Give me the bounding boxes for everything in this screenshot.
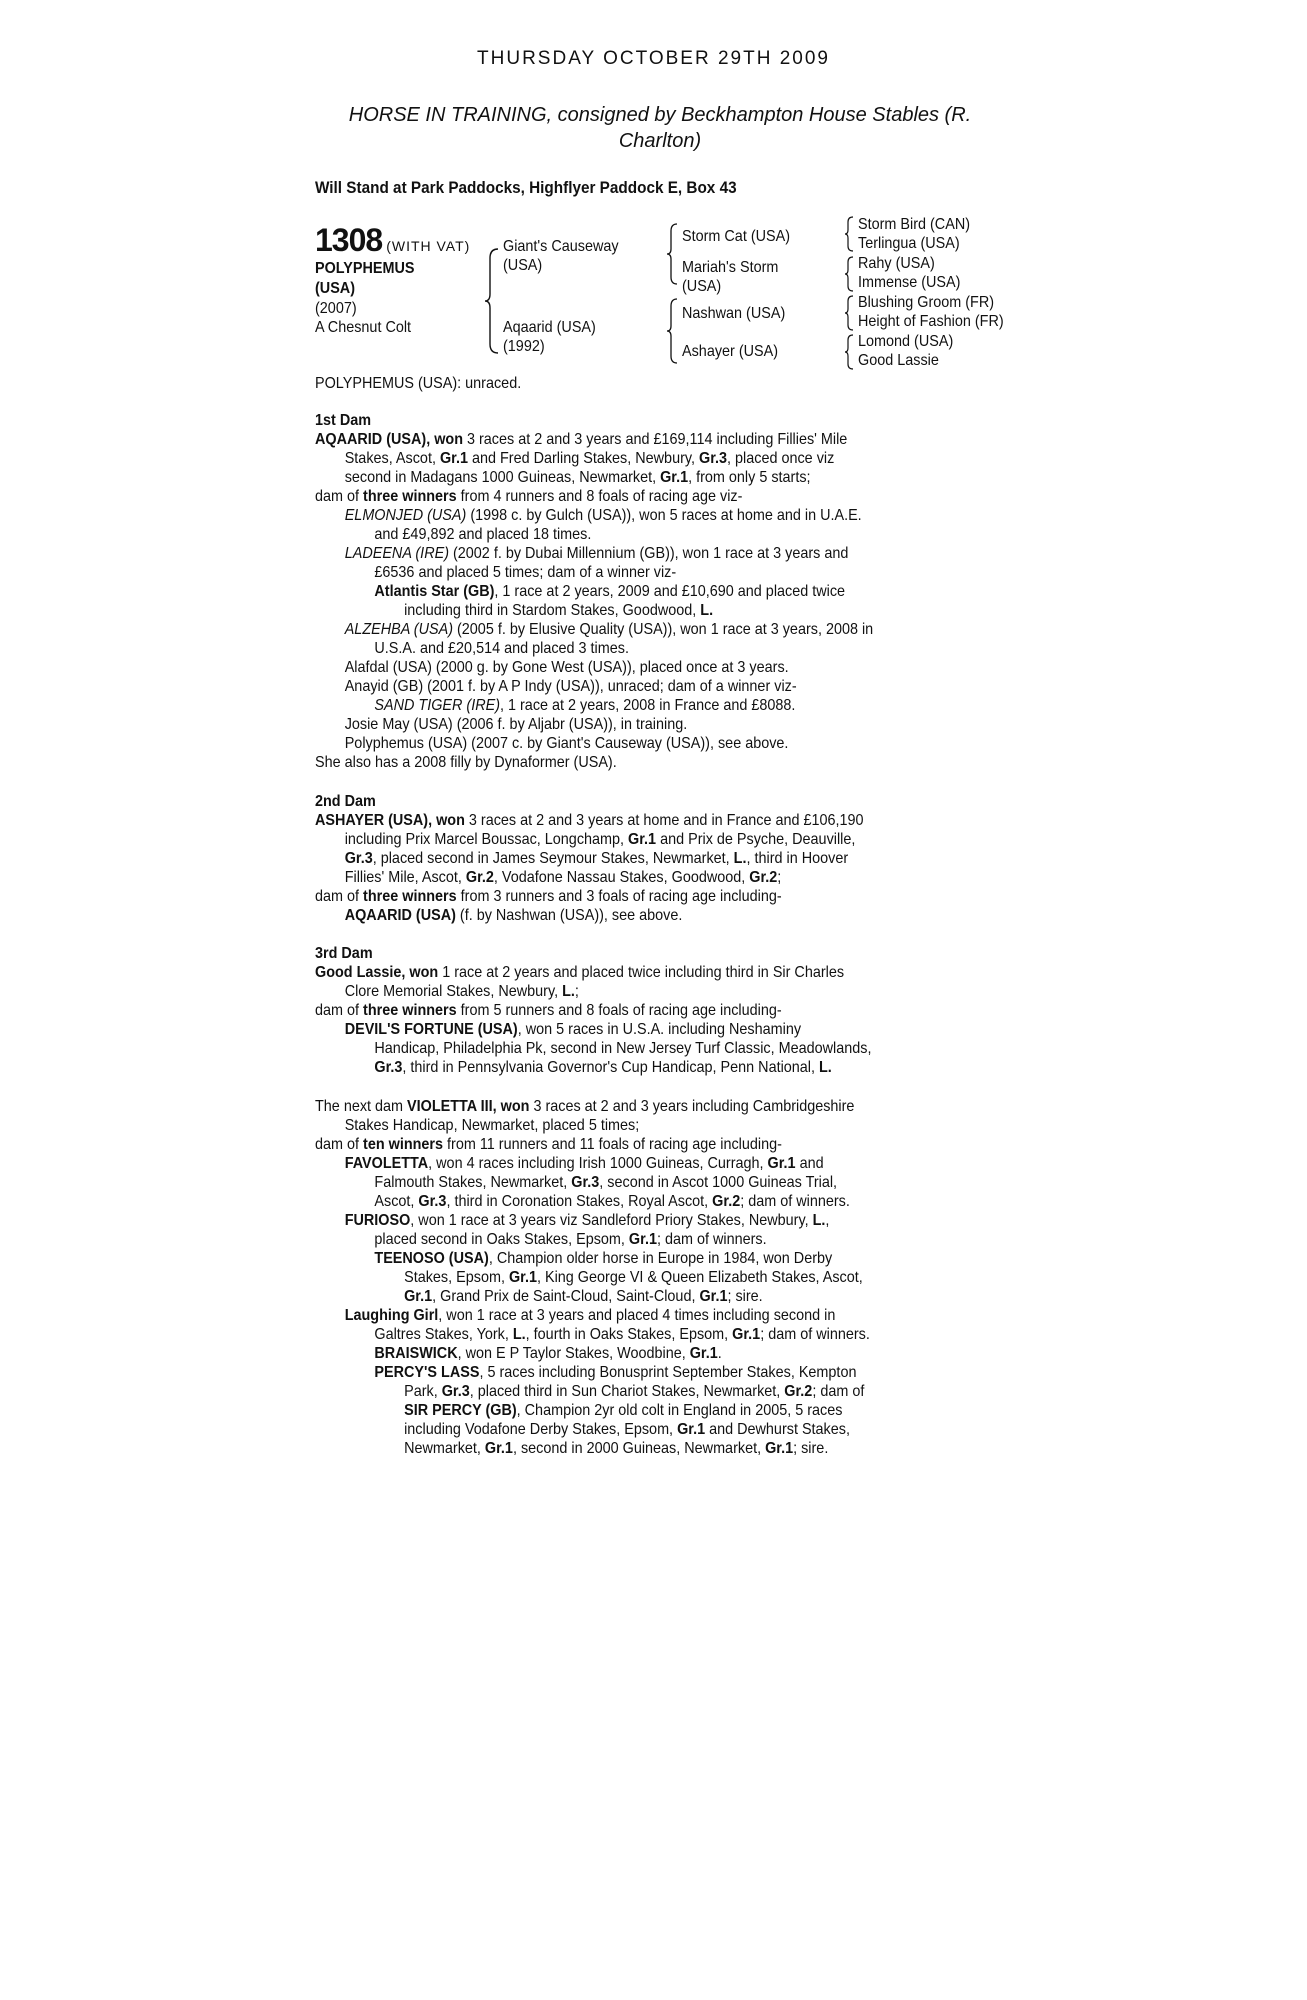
next-dam-line: Gr.1, Grand Prix de Saint-Cloud, Saint-Cloud, Gr.1; sire. xyxy=(404,1288,763,1305)
pedigree-sdd: Immense (USA) xyxy=(858,274,961,291)
third-dam-line: Handicap, Philadelphia Pk, second in New Jersey Turf Classic, Meadowlands, xyxy=(374,1040,872,1057)
next-dam-line: Laughing Girl, won 1 race at 3 years and placed 4 times including second in xyxy=(344,1307,836,1324)
pedigree-ssd: Terlingua (USA) xyxy=(858,235,960,252)
third-dam-line: Gr.3, third in Pennsylvania Governor's Cup Handicap, Penn National, L. xyxy=(374,1059,832,1076)
lot-number: 1308 xyxy=(315,222,383,258)
next-dam-line: Galtres Stakes, York, L., fourth in Oaks Stakes, Epsom, Gr.1; dam of winners. xyxy=(374,1326,870,1343)
dam-name: Aqaarid (USA) xyxy=(503,319,596,336)
stand-location: Will Stand at Park Paddocks, Highflyer Paddock E, Box 43 xyxy=(315,178,737,197)
third-dam-line: Good Lassie, won 1 race at 2 years and placed twice including third in Sir Charles xyxy=(315,964,845,981)
next-dam-line: FAVOLETTA, won 4 races including Irish 1000 Guineas, Curragh, Gr.1 and xyxy=(344,1155,824,1172)
pedigree-sss: Storm Bird (CAN) xyxy=(858,216,971,233)
produce-entry: SAND TIGER (IRE), 1 race at 2 years, 2008 in France and £8088. xyxy=(374,697,796,714)
pedigree-brace-main xyxy=(484,248,500,354)
pedigree-dds: Lomond (USA) xyxy=(858,333,954,350)
next-dam-line: The next dam VIOLETTA III, won 3 races at 2 and 3 years including Cambridgeshire xyxy=(315,1098,855,1115)
pedigree-dd: Ashayer (USA) xyxy=(682,343,779,360)
next-dam-line: TEENOSO (USA), Champion older horse in Europe in 1984, won Derby xyxy=(374,1250,833,1267)
next-dam-line: Park, Gr.3, placed third in Sun Chariot Stakes, Newmarket, Gr.2; dam of xyxy=(404,1383,865,1400)
produce-entry: including third in Stardom Stakes, Goodwood, L. xyxy=(404,602,714,619)
foaling-year: (2007) xyxy=(315,300,357,317)
produce-entry: U.S.A. and £20,514 and placed 3 times. xyxy=(374,640,629,657)
pedigree-dss: Blushing Groom (FR) xyxy=(858,294,995,311)
horse-name-line2: (USA) xyxy=(315,280,355,297)
horse-name-line1: POLYPHEMUS xyxy=(315,260,415,277)
first-dam-line: dam of three winners from 4 runners and 8 foals of racing age viz- xyxy=(315,488,743,505)
third-dam-line: dam of three winners from 5 runners and 8 foals of racing age including- xyxy=(315,1002,782,1019)
second-dam-line: Gr.3, placed second in James Seymour Stakes, Newmarket, L., third in Hoover xyxy=(344,850,849,867)
race-record: POLYPHEMUS (USA): unraced. xyxy=(315,375,522,392)
next-dam-line: SIR PERCY (GB), Champion 2yr old colt in England in 2005, 5 races xyxy=(404,1402,843,1419)
produce-entry: Josie May (USA) (2006 f. by Aljabr (USA)), in training. xyxy=(344,716,688,733)
sd-line2: (USA) xyxy=(682,278,722,295)
lot-number-line xyxy=(315,222,470,259)
pedigree-brace-dd xyxy=(844,334,854,370)
next-dam-line: FURIOSO, won 1 race at 3 years viz Sandleford Priory Stakes, Newbury, L., xyxy=(344,1212,830,1229)
third-dam-line: Clore Memorial Stakes, Newbury, L.; xyxy=(344,983,579,1000)
next-dam-line: Newmarket, Gr.1, second in 2000 Guineas, Newmarket, Gr.1; sire. xyxy=(404,1440,829,1457)
third-dam-line: DEVIL'S FORTUNE (USA), won 5 races in U.S.A. including Neshaminy xyxy=(344,1021,802,1038)
next-dam-section xyxy=(315,1097,945,1458)
first-dam-line: second in Madagans 1000 Guineas, Newmarket, Gr.1, from only 5 starts; xyxy=(344,469,811,486)
dam-year: (1992) xyxy=(503,338,545,355)
pedigree-brace-dam xyxy=(666,298,678,364)
third-dam-heading: 3rd Dam xyxy=(315,945,373,962)
next-dam-line: PERCY'S LASS, 5 races including Bonusprint September Stakes, Kempton xyxy=(374,1364,857,1381)
first-dam-line: Stakes, Ascot, Gr.1 and Fred Darling Stakes, Newbury, Gr.3, placed once viz xyxy=(344,450,835,467)
next-dam-line: Stakes Handicap, Newmarket, placed 5 times; xyxy=(344,1117,640,1134)
pedigree-brace-ss xyxy=(844,216,854,252)
sire-country: (USA) xyxy=(503,257,543,274)
second-dam-heading: 2nd Dam xyxy=(315,793,376,810)
pedigree-sds: Rahy (USA) xyxy=(858,255,935,272)
next-dam-line: placed second in Oaks Stakes, Epsom, Gr.1; dam of winners. xyxy=(374,1231,767,1248)
second-dam-section xyxy=(315,792,945,925)
next-dam-line: Ascot, Gr.3, third in Coronation Stakes, Royal Ascot, Gr.2; dam of winners. xyxy=(374,1193,850,1210)
produce-entry: ELMONJED (USA) (1998 c. by Gulch (USA)), won 5 races at home and in U.A.E. xyxy=(344,507,862,524)
next-dam-line: Falmouth Stakes, Newmarket, Gr.3, second in Ascot 1000 Guineas Trial, xyxy=(374,1174,838,1191)
horse-description: A Chesnut Colt xyxy=(315,319,412,336)
pedigree-dam xyxy=(503,318,596,356)
first-dam-heading: 1st Dam xyxy=(315,412,372,429)
horse-info xyxy=(315,299,411,337)
sire-name: Giant's Causeway xyxy=(503,238,619,255)
next-dam-line: BRAISWICK, won E P Taylor Stakes, Woodbine, Gr.1. xyxy=(374,1345,722,1362)
sd-line1: Mariah's Storm xyxy=(682,259,779,276)
pedigree-brace-sire xyxy=(666,223,678,285)
second-dam-line: Fillies' Mile, Ascot, Gr.2, Vodafone Nassau Stakes, Goodwood, Gr.2; xyxy=(344,869,782,886)
first-dam-section xyxy=(315,411,945,772)
pedigree-dsd: Height of Fashion (FR) xyxy=(858,313,1004,330)
pedigree-ddd: Good Lassie xyxy=(858,352,939,369)
produce-entry: She also has a 2008 filly by Dynaformer (USA). xyxy=(315,754,617,771)
next-dam-line: Stakes, Epsom, Gr.1, King George VI & Queen Elizabeth Stakes, Ascot, xyxy=(404,1269,863,1286)
sale-date: THURSDAY OCTOBER 29TH 2009 xyxy=(477,48,830,69)
pedigree-sire xyxy=(503,237,619,275)
produce-entry: and £49,892 and placed 18 times. xyxy=(374,526,592,543)
produce-entry: Alafdal (USA) (2000 g. by Gone West (USA)), placed once at 3 years. xyxy=(344,659,789,676)
pedigree-ds: Nashwan (USA) xyxy=(682,305,786,322)
pedigree-sd xyxy=(682,258,778,296)
horse-name xyxy=(315,259,414,299)
first-dam-line: AQAARID (USA), won 3 races at 2 and 3 years and £169,114 including Fillies' Mile xyxy=(315,431,848,448)
pedigree-brace-ds xyxy=(844,295,854,331)
second-dam-line: ASHAYER (USA), won 3 races at 2 and 3 years at home and in France and £106,190 xyxy=(315,812,864,829)
second-dam-line: dam of three winners from 3 runners and 3 foals of racing age including- xyxy=(315,888,782,905)
produce-entry: Anayid (GB) (2001 f. by A P Indy (USA)), unraced; dam of a winner viz- xyxy=(344,678,797,695)
second-dam-line: including Prix Marcel Boussac, Longchamp, Gr.1 and Prix de Psyche, Deauville, xyxy=(344,831,856,848)
next-dam-line: including Vodafone Derby Stakes, Epsom, Gr.1 and Dewhurst Stakes, xyxy=(404,1421,850,1438)
second-dam-line: AQAARID (USA) (f. by Nashwan (USA)), see above. xyxy=(344,907,683,924)
produce-entry: Polyphemus (USA) (2007 c. by Giant's Causeway (USA)), see above. xyxy=(344,735,789,752)
pedigree-ss: Storm Cat (USA) xyxy=(682,228,791,245)
third-dam-section xyxy=(315,944,945,1077)
produce-entry: LADEENA (IRE) (2002 f. by Dubai Millennium (GB)), won 1 race at 3 years and xyxy=(344,545,849,562)
produce-entry: ALZEHBA (USA) (2005 f. by Elusive Quality (USA)), won 1 race at 3 years, 2008 in xyxy=(344,621,874,638)
vat-note: (WITH VAT) xyxy=(386,238,471,254)
produce-entry: £6536 and placed 5 times; dam of a winner viz- xyxy=(374,564,677,581)
consignment-heading: HORSE IN TRAINING, consigned by Beckhampton House Stables (R. Charlton) xyxy=(348,104,972,152)
produce-entry: Atlantis Star (GB), 1 race at 2 years, 2009 and £10,690 and placed twice xyxy=(374,583,846,600)
pedigree-brace-sd xyxy=(844,256,854,292)
next-dam-line: dam of ten winners from 11 runners and 11 foals of racing age including- xyxy=(315,1136,782,1153)
